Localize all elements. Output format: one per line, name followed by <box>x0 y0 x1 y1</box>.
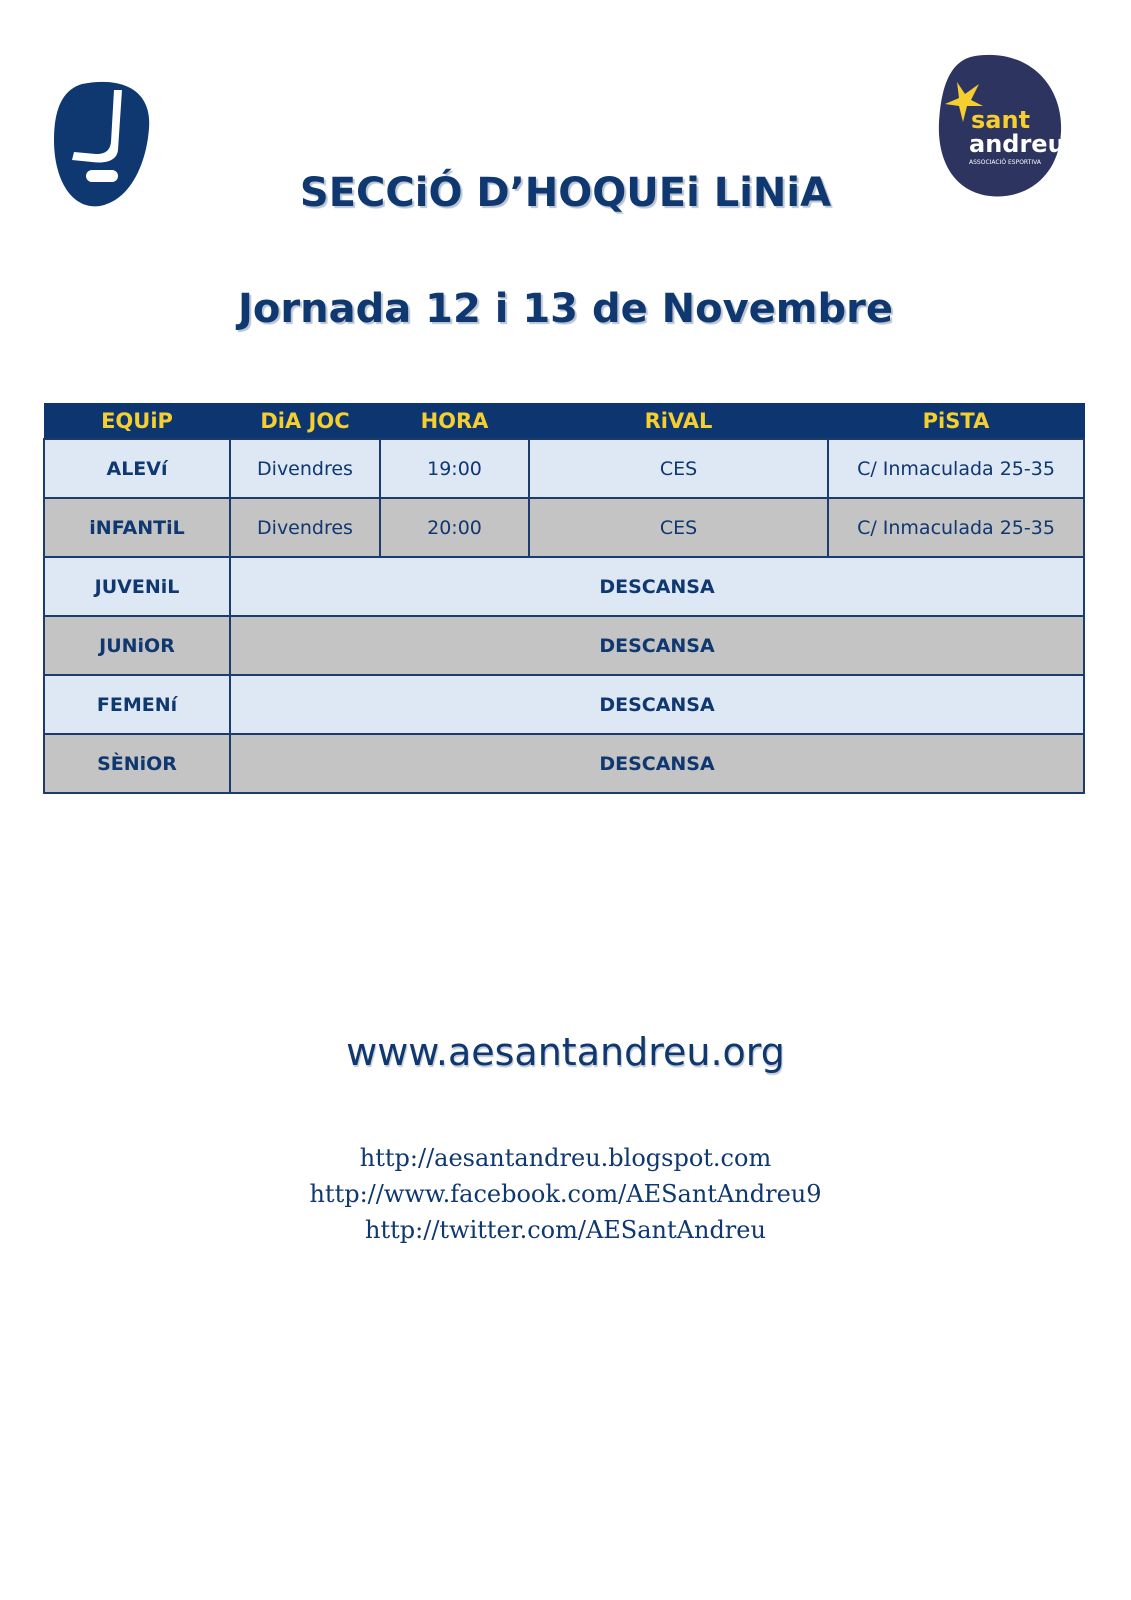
venue-cell: C/ Inmaculada 25-35 <box>828 439 1084 498</box>
header-day: DiA JOC <box>230 404 380 440</box>
table-row <box>44 498 1084 557</box>
status-cell: DESCANSA <box>230 675 1084 734</box>
section-title: SECCiÓ D’HOQUEi LiNiA <box>299 170 832 216</box>
day-cell: Divendres <box>230 498 380 557</box>
header-venue: PiSTA <box>828 404 1084 440</box>
logo-text-andreu: andreu <box>969 130 1065 158</box>
header-team: EQUiP <box>44 404 230 440</box>
status-cell: DESCANSA <box>230 616 1084 675</box>
header-rival: RiVAL <box>529 404 828 440</box>
social-links <box>0 1140 1131 1248</box>
team-cell: SÈNiOR <box>44 734 230 793</box>
time-cell: 19:00 <box>380 439 529 498</box>
logo-text-association: ASSOCIACIÓ ESPORTIVA <box>969 159 1041 166</box>
team-cell: JUVENiL <box>44 557 230 616</box>
team-cell: JUNiOR <box>44 616 230 675</box>
facebook-link: http://www.facebook.com/AESantAndreu9 <box>309 1180 822 1208</box>
team-cell: iNFANTiL <box>44 498 230 557</box>
blog-link: http://aesantandreu.blogspot.com <box>359 1144 772 1172</box>
venue-cell: C/ Inmaculada 25-35 <box>828 498 1084 557</box>
team-cell: FEMENí <box>44 675 230 734</box>
table-row <box>44 675 1084 734</box>
day-cell: Divendres <box>230 439 380 498</box>
table-row <box>44 616 1084 675</box>
header-time: HORA <box>380 404 529 440</box>
logo-text-sant: sant <box>971 106 1031 134</box>
table-header-row <box>44 404 1084 440</box>
website-url: www.aesantandreu.org <box>346 1030 785 1074</box>
schedule-table <box>43 403 1085 794</box>
twitter-link: http://twitter.com/AESantAndreu <box>365 1216 766 1244</box>
table-row <box>44 557 1084 616</box>
status-cell: DESCANSA <box>230 557 1084 616</box>
time-cell: 20:00 <box>380 498 529 557</box>
table-row <box>44 734 1084 793</box>
rival-cell: CES <box>529 439 828 498</box>
status-cell: DESCANSA <box>230 734 1084 793</box>
table-row <box>44 439 1084 498</box>
team-cell: ALEVí <box>44 439 230 498</box>
matchday-subtitle: Jornada 12 i 13 de Novembre <box>238 286 893 332</box>
rival-cell: CES <box>529 498 828 557</box>
